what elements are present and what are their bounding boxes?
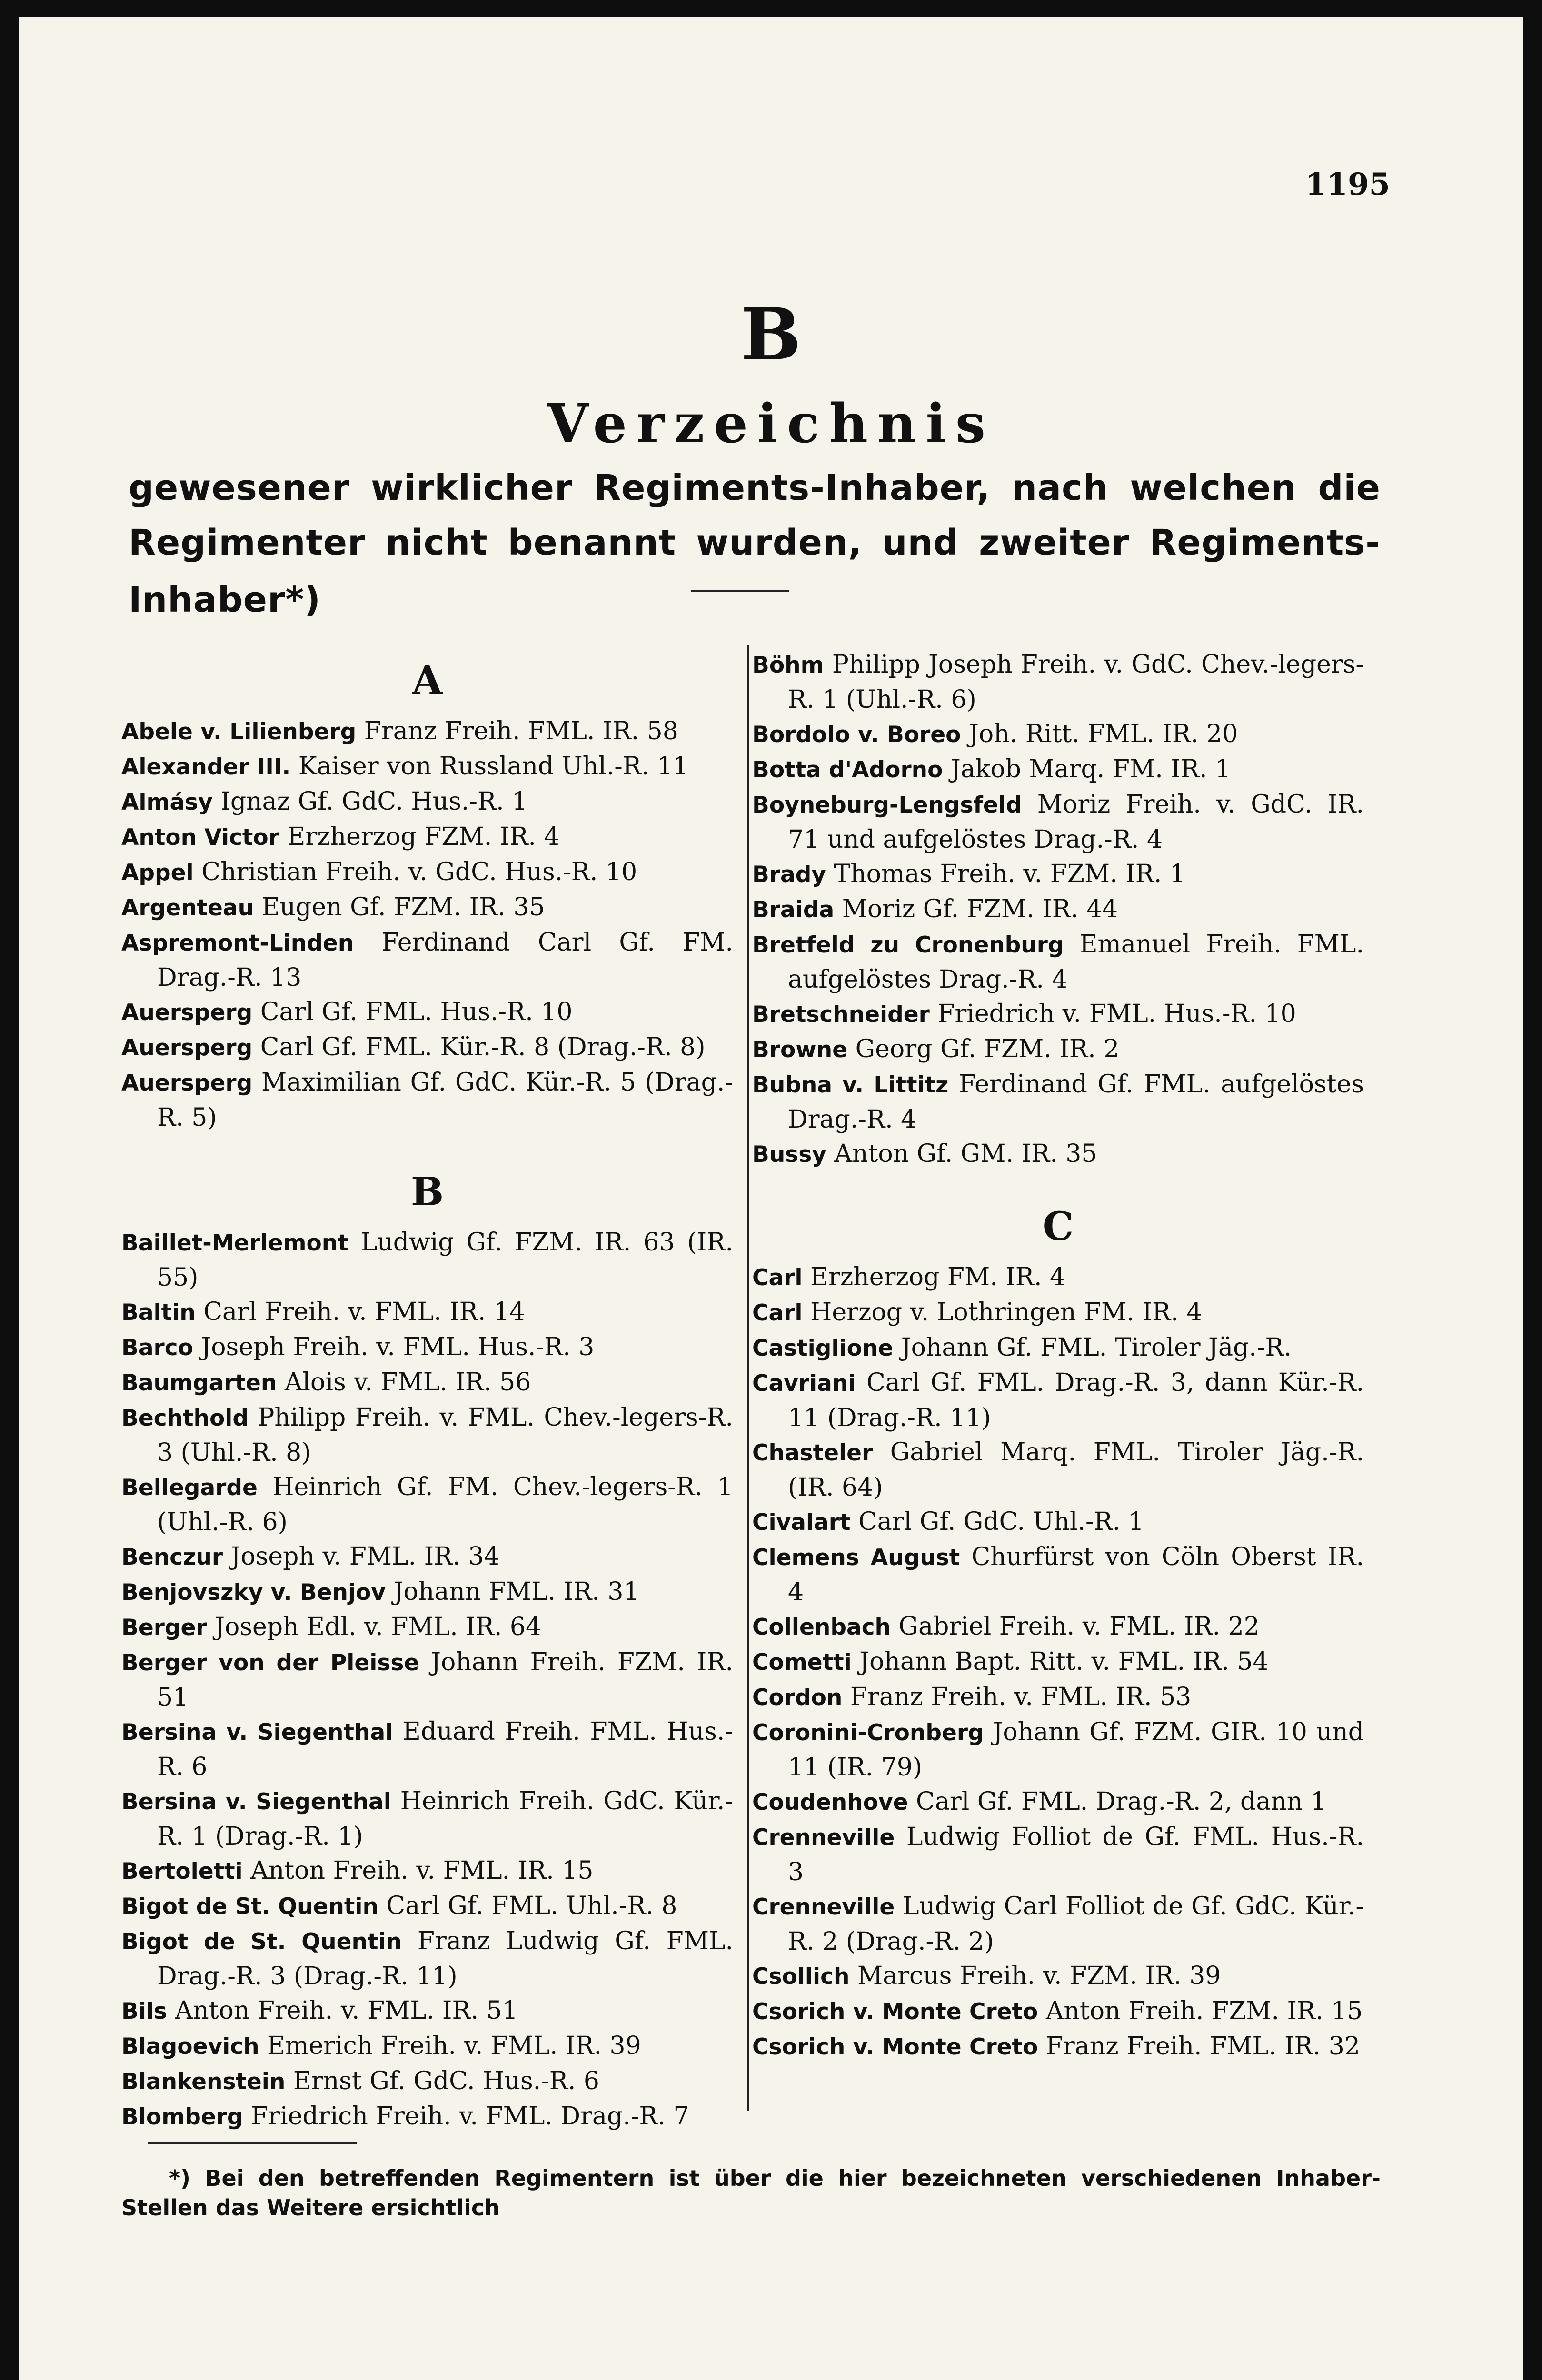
title-divider [691,590,789,592]
list-item [121,1645,733,1715]
entry-name: Botta d'Adorno [752,757,943,783]
entry-details: Emanuel Freih. FML. aufgelöstes Drag.-R. 4 [788,930,1364,994]
entry-details: Johann Gf. FZM. GIR. 10 und 11 (IR. 79) [788,1718,1364,1782]
entry-details: Kaiser von Russland Uhl.-R. 11 [290,752,689,781]
entry-name: Appel [121,860,194,886]
entry-details: Herzog v. Lothringen FM. IR. 4 [802,1298,1203,1327]
list-item [121,1030,733,1065]
right-column [752,647,1364,2064]
entry-name: Benjovszky v. Benjov [121,1579,386,1606]
entry-name: Baillet-Merlemont [121,1230,348,1256]
list-item [752,1330,1364,1366]
entry-details: Joseph Freih. v. FML. Hus.-R. 3 [193,1333,595,1361]
list-item [121,1470,733,1539]
list-item [121,1330,733,1365]
list-item [121,1784,733,1854]
entry-name: Cometti [752,1649,852,1676]
entry-name: Collenbach [752,1614,891,1640]
entry-name: Bubna v. Littitz [752,1072,949,1098]
entry-name: Carl [752,1300,803,1326]
entry-details: Franz Freih. FML. IR. 58 [356,717,678,745]
entry-name: Coudenhove [752,1789,908,1815]
page-sheet [19,17,1523,2380]
entry-name: Clemens August [752,1545,960,1571]
entry-details: Joseph v. FML. IR. 34 [223,1542,500,1571]
entry-details: Ernst Gf. GdC. Hus.-R. 6 [285,2067,600,2095]
entry-name: Blomberg [121,2104,243,2130]
entry-details: Ignaz Gf. GdC. Hus.-R. 1 [212,787,528,816]
entry-details: Churfürst von Cöln Oberst IR. 4 [788,1543,1364,1606]
entry-details: Moriz Gf. FZM. IR. 44 [834,895,1118,923]
entry-name: Blankenstein [121,2069,286,2095]
entry-name: Baltin [121,1299,196,1326]
list-item [752,1889,1364,1959]
list-item [752,1260,1364,1295]
entry-details: Carl Gf. FML. Drag.-R. 3, dann Kür.-R. 11 (Drag.-R. 11) [788,1368,1364,1432]
footnote: *) Bei den betreffenden Regimentern ist über die hier bezeichneten verschiedenen Inhaber-Stellen das Weitere ersichtlich [121,2165,1381,2221]
entry-details: Jakob Marq. FM. IR. 1 [943,755,1231,783]
list-item [752,1540,1364,1609]
list-item [752,717,1364,752]
entry-name: Browne [752,1037,848,1063]
list-item [752,787,1364,857]
subtitle-line-1: gewesener wirklicher Regiments-Inhaber, nach welchen die [129,467,1381,508]
entry-name: Auersperg [121,1070,253,1096]
entry-name: Bils [121,1998,168,2024]
list-item [121,1365,733,1400]
entry-details: Carl Gf. FML. Drag.-R. 2, dann 1 [908,1787,1326,1816]
entry-details: Anton Freih. v. FML. IR. 51 [167,1996,518,2025]
entry-details: Carl Gf. GdC. Uhl.-R. 1 [850,1507,1144,1536]
entry-name: Böhm [752,652,824,678]
page-title: Verzeichnis [547,393,995,455]
list-item [121,1225,733,1295]
list-item [121,820,733,855]
entry-name: Argenteau [121,895,254,921]
entry-name: Blagoevich [121,2033,259,2060]
entry-name: Bretfeld zu Cronenburg [752,932,1064,958]
entry-name: Abele v. Lilienberg [121,719,357,745]
list-item [121,925,733,995]
entry-details: Joseph Edl. v. FML. IR. 64 [207,1613,542,1641]
entry-details: Heinrich Gf. FM. Chev.-legers-R. 1 (Uhl.-R. 6) [157,1473,733,1537]
list-item [752,892,1364,927]
list-item [752,1785,1364,1820]
entry-details: Carl Gf. FML. Kür.-R. 8 (Drag.-R. 8) [252,1033,706,1061]
entry-name: Bigot de St. Quentin [121,1929,402,1955]
entry-details: Friedrich v. FML. Hus.-R. 10 [929,1000,1296,1028]
entry-details: Gabriel Freih. v. FML. IR. 22 [891,1612,1260,1641]
list-item [752,1994,1364,2029]
list-item [752,1295,1364,1330]
entry-name: Bersina v. Siegenthal [121,1789,391,1815]
entry-details: Friedrich Freih. v. FML. Drag.-R. 7 [243,2102,689,2131]
entry-details: Alois v. FML. IR. 56 [277,1368,531,1397]
entry-name: Csorich v. Monte Creto [752,2034,1038,2060]
entry-details: Ferdinand Carl Gf. FM. Drag.-R. 13 [157,928,733,992]
section-letter-heading: B [741,293,801,377]
entry-details: Christian Freih. v. GdC. Hus.-R. 10 [193,858,637,886]
entry-details: Marcus Freih. v. FZM. IR. 39 [849,1962,1221,1990]
list-item [121,1889,733,1924]
list-item [121,1610,733,1645]
entry-details: Philipp Freih. v. FML. Chev.-legers-R. 3 (Uhl.-R. 8) [157,1403,733,1467]
list-item [121,1539,733,1575]
entry-details: Ludwig Carl Folliot de Gf. GdC. Kür.-R. 2 (Drag.-R. 2) [788,1892,1364,1956]
entry-name: Barco [121,1335,193,1361]
entry-details: Georg Gf. FZM. IR. 2 [847,1035,1120,1063]
entry-name: Chasteler [752,1440,873,1466]
left-column [121,647,733,2134]
subtitle-line-2: Regimenter nicht benannt wurden, und zweiter Regiments-Inhaber*) [129,522,1381,620]
list-item [752,857,1364,892]
entry-details: Franz Ludwig Gf. FML. Drag.-R. 3 (Drag.-R. 11) [157,1927,734,1991]
entry-name: Benczur [121,1544,223,1570]
entry-details: Thomas Freih. v. FZM. IR. 1 [826,860,1186,888]
entry-details: Gabriel Marq. FML. Tiroler Jäg.-R. (IR. 64) [788,1438,1364,1502]
list-item [121,995,733,1030]
entry-name: Berger [121,1615,207,1641]
list-item [752,1820,1364,1889]
entry-details: Johann FML. IR. 31 [386,1577,639,1606]
entry-name: Auersperg [121,1000,253,1026]
list-item [752,1609,1364,1645]
entry-name: Brady [752,862,826,888]
entry-details: Anton Freih. FZM. IR. 15 [1038,1997,1363,2025]
entry-name: Bechthold [121,1405,249,1431]
entry-name: Aspremont-Linden [121,930,354,956]
list-item [752,647,1364,717]
list-item [121,1715,733,1784]
list-item [121,1924,733,1993]
entry-name: Crenneville [752,1894,895,1920]
list-item [752,1645,1364,1680]
list-item [752,1959,1364,1994]
entry-details: Anton Gf. GM. IR. 35 [826,1140,1097,1168]
entry-name: Almásy [121,789,213,815]
entry-name: Csollich [752,1964,850,1990]
list-item [121,1065,733,1135]
entry-details: Carl Gf. FML. Uhl.-R. 8 [378,1892,677,1920]
entry-details: Franz Freih. FML. IR. 32 [1038,2032,1360,2061]
list-item [752,1137,1364,1172]
entry-details: Moriz Freih. v. GdC. IR. 71 und aufgelöstes Drag.-R. 4 [788,790,1364,854]
entry-name: Bellegarde [121,1475,258,1501]
entry-name: Bersina v. Siegenthal [121,1719,393,1745]
entry-name: Bordolo v. Boreo [752,722,961,748]
list-item [752,752,1364,787]
entry-details: Heinrich Freih. GdC. Kür.-R. 1 (Drag.-R. 1) [157,1787,733,1851]
list-item [121,1993,733,2029]
list-item [752,2029,1364,2064]
section-heading: C [1042,1204,1074,1250]
list-item [752,1505,1364,1540]
entry-details: Joh. Ritt. FML. IR. 20 [961,720,1238,748]
entry-name: Bertoletti [121,1858,243,1884]
entry-name: Csorich v. Monte Creto [752,1999,1038,2025]
entry-details: Ferdinand Gf. FML. aufgelöstes Drag.-R. 4 [788,1070,1364,1134]
list-item [752,1366,1364,1435]
entry-details: Maximilian Gf. GdC. Kür.-R. 5 (Drag.-R. 5) [157,1068,733,1132]
entry-details: Johann Bapt. Ritt. v. FML. IR. 54 [851,1647,1269,1676]
footnote-rule [148,2142,357,2144]
entry-details: Erzherzog FM. IR. 4 [802,1263,1066,1291]
entry-name: Cavriani [752,1370,856,1397]
entry-name: Cordon [752,1685,843,1711]
entry-details: Franz Freih. v. FML. IR. 53 [842,1683,1192,1711]
entry-details: Carl Gf. FML. Hus.-R. 10 [252,998,573,1026]
entry-name: Braida [752,897,835,923]
list-item [121,1400,733,1470]
entry-name: Auersperg [121,1035,253,1061]
list-item [121,1854,733,1889]
page-number: 1195 [1305,167,1390,202]
list-item [752,1715,1364,1785]
column-divider [747,645,749,2111]
entry-details: Anton Freih. v. FML. IR. 15 [242,1856,594,1885]
list-item [752,1435,1364,1505]
entry-details: Eugen Gf. FZM. IR. 35 [254,893,545,922]
list-item [121,2099,733,2134]
entry-details: Eduard Freih. FML. Hus.-R. 6 [157,1717,733,1781]
entry-details: Ludwig Gf. FZM. IR. 63 (IR. 55) [157,1228,733,1292]
list-item [121,1295,733,1330]
list-item [752,1067,1364,1137]
entry-name: Civalart [752,1509,851,1536]
entry-details: Johann Gf. FML. Tiroler Jäg.-R. [893,1333,1292,1362]
entry-name: Bretschneider [752,1002,930,1028]
entry-name: Anton Victor [121,824,279,851]
entry-name: Bigot de St. Quentin [121,1894,378,1920]
entry-details: Emerich Freih. v. FML. IR. 39 [259,2032,641,2060]
list-item [121,855,733,890]
list-item [121,749,733,784]
list-item [752,997,1364,1032]
entry-name: Berger von der Pleisse [121,1650,419,1676]
entry-name: Crenneville [752,1825,895,1851]
list-item [121,2064,733,2099]
entry-name: Carl [752,1265,803,1291]
section-heading: A [412,658,443,704]
entry-details: Erzherzog FZM. IR. 4 [279,823,560,851]
list-item [752,927,1364,997]
section-heading: B [410,1169,444,1215]
list-item [752,1680,1364,1715]
entry-details: Ludwig Folliot de Gf. FML. Hus.-R. 3 [788,1823,1364,1886]
list-item [121,890,733,925]
list-item [121,1575,733,1610]
entry-details: Philipp Joseph Freih. v. GdC. Chev.-legers-R. 1 (Uhl.-R. 6) [788,650,1364,714]
entry-details: Johann Freih. FZM. IR. 51 [157,1648,734,1712]
entry-name: Coronini-Cronberg [752,1720,984,1746]
list-item [752,1032,1364,1067]
entry-name: Boyneburg-Lengsfeld [752,792,1022,818]
list-item [121,714,733,749]
entry-name: Alexander III. [121,754,291,780]
entry-name: Bussy [752,1141,826,1168]
entry-details: Carl Freih. v. FML. IR. 14 [195,1298,526,1326]
entry-name: Baumgarten [121,1370,277,1396]
list-item [121,2029,733,2064]
entry-name: Castiglione [752,1335,894,1361]
list-item [121,784,733,820]
